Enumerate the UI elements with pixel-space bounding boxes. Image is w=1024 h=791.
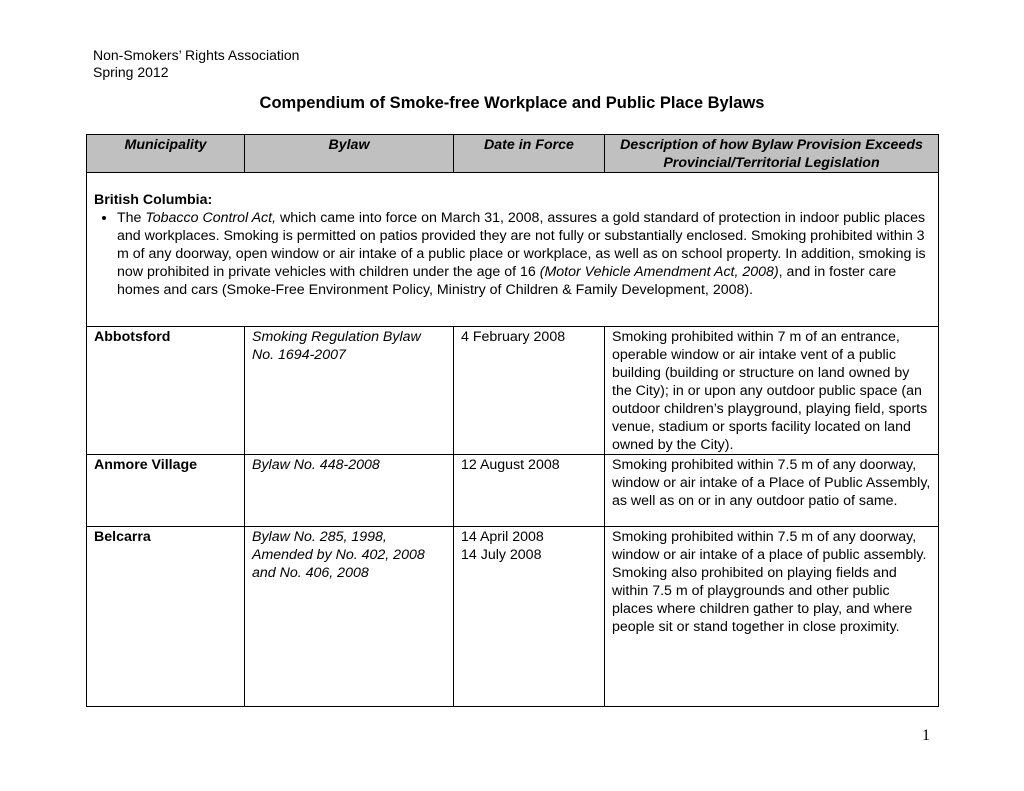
bullet-text: , and in foster care homes and cars (Smoke-Free Environment Policy, Ministry of Children & Family Development, 2008). [117,264,897,298]
date-cell [454,327,605,455]
municipality-cell: Belcarra [87,527,245,707]
document-date: Spring 2012 [93,64,169,80]
bullet-text: which came into force on March 31, 2008, assures a gold standard of protection in indoor public places and workplaces. Smoking is permitted on patios provided they are not fully or substantially enclosed. Smoking prohibited within 3 m of any doorway, open window or air intake of a public place or workplace, as well as on school property. In addition, smoking is now prohibited in private vehicles with children under the age of 16 [117,210,926,280]
date-value: 4 February 2008 [461,329,566,345]
table-row [87,327,939,455]
date-value: 14 April 2008 [461,529,544,545]
municipality-cell: Abbotsford [87,327,245,455]
bylaw-cell: Bylaw No. 285, 1998, Amended by No. 402, 2008 and No. 406, 2008 [245,527,454,707]
date-cell [454,455,605,527]
page-number: 1 [922,727,930,744]
province-cell [87,173,939,327]
document-header [93,47,299,81]
table-row [87,527,939,707]
date-value: 14 July 2008 [461,547,542,563]
province-bullet [117,209,931,299]
bullet-text: The [117,210,146,226]
bylaw-table [86,134,939,707]
page-title: Compendium of Smoke-free Workplace and Public Place Bylaws [259,94,765,112]
province-row [87,173,939,327]
description-cell: Smoking prohibited within 7.5 m of any doorway, window or air intake of a Place of Public Assembly, as well as on or in any outdoor patio of same. [605,455,939,527]
organization-name: Non-Smokers’ Rights Association [93,47,300,63]
description-cell: Smoking prohibited within 7 m of an entrance, operable window or air intake vent of a public building (building or structure on land owned by the City); in or upon any outdoor public space (an outdoor children’s playground, playing field, sports venue, stadium or sports facility located on land owned by the City). [605,327,939,455]
act-name: (Motor Vehicle Amendment Act, 2008) [539,264,779,280]
date-cell [454,527,605,707]
column-header-description: Description of how Bylaw Provision Exceeds Provincial/Territorial Legislation [605,135,939,173]
province-heading: British Columbia: [94,192,213,208]
act-name: Tobacco Control Act, [145,210,277,226]
table-row [87,455,939,527]
municipality-cell: Anmore Village [87,455,245,527]
column-header-bylaw: Bylaw [245,135,454,173]
column-header-date: Date in Force [454,135,605,173]
bylaw-cell: Bylaw No. 448-2008 [245,455,454,527]
table-header-row [87,135,939,173]
province-bullet-list [94,209,931,299]
date-value: 12 August 2008 [461,457,560,473]
column-header-municipality: Municipality [87,135,245,173]
bylaw-cell: Smoking Regulation Bylaw No. 1694-2007 [245,327,454,455]
description-cell: Smoking prohibited within 7.5 m of any doorway, window or air intake of a place of public assembly. Smoking also prohibited on playing fields and within 7.5 m of playgrounds and other public places where children gather to play, and where people sit or stand together in close proximity. [605,527,939,707]
